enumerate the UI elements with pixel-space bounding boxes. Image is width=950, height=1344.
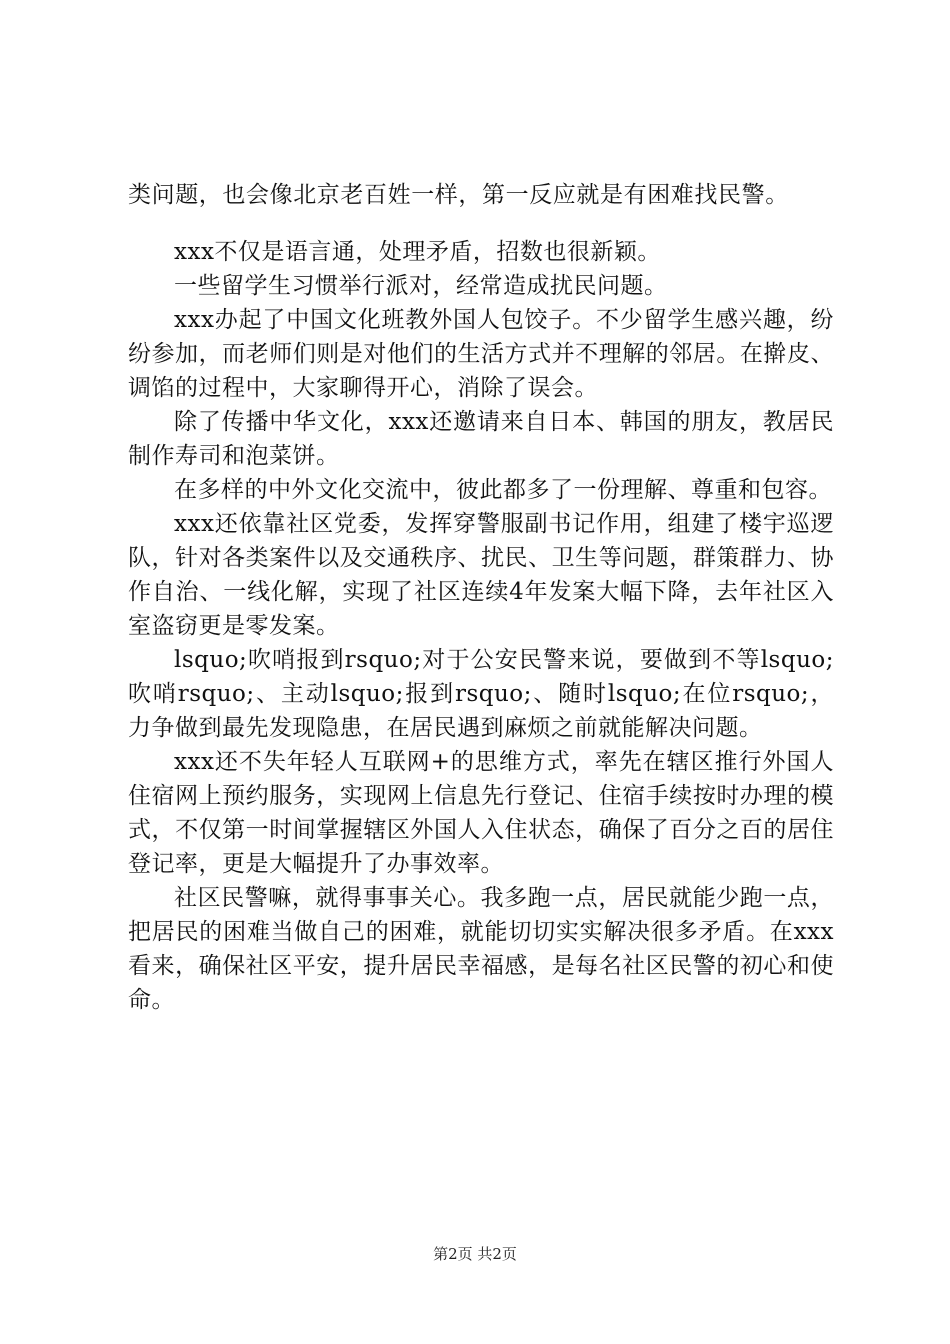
body-text: [128, 235, 834, 1017]
continued-paragraph-line: 类问题，也会像北京老百姓一样，第一反应就是有困难找民警。: [128, 182, 789, 208]
paragraph: lsquo;吹哨报到rsquo;对于公安民警来说，要做到不等lsquo;吹哨rsquo;、主动lsquo;报到rsquo;、随时lsquo;在位rsquo;，力争做到最先发现隐患，在居民遇到麻烦之前就能解决问题。: [128, 647, 834, 741]
paragraph: 社区民警嘛，就得事事关心。我多跑一点，居民就能少跑一点，把居民的困难当做自己的困难，就能切切实实解决很多矛盾。在xxx看来，确保社区平安，提升居民幸福感，是每名社区民警的初心和使命。: [128, 885, 834, 1013]
paragraph: 在多样的中外文化交流中，彼此都多了一份理解、尊重和包容。: [174, 477, 832, 503]
paragraph: xxx不仅是语言通，处理矛盾，招数也很新颖。: [174, 239, 661, 265]
paragraph: 除了传播中华文化，xxx还邀请来自日本、韩国的朋友，教居民制作寿司和泡菜饼。: [128, 409, 834, 469]
paragraph: xxx办起了中国文化班教外国人包饺子。不少留学生感兴趣，纷纷参加，而老师们则是对他们的生活方式并不理解的邻居。在擀皮、调馅的过程中，大家聊得开心，消除了误会。: [128, 307, 834, 401]
paragraph: 一些留学生习惯举行派对，经常造成扰民问题。: [174, 273, 668, 299]
paragraph: xxx还不失年轻人互联网+的思维方式，率先在辖区推行外国人住宿网上预约服务，实现网上信息先行登记、住宿手续按时办理的模式，不仅第一时间掌握辖区外国人入住状态，确保了百分之百的居住登记率，更是大幅提升了办事效率。: [128, 749, 834, 877]
paragraph: xxx还依靠社区党委，发挥穿警服副书记作用，组建了楼宇巡逻队，针对各类案件以及交通秩序、扰民、卫生等问题，群策群力、协作自治、一线化解，实现了社区连续4年发案大幅下降，去年社区入室盗窃更是零发案。: [128, 511, 834, 639]
page-number-footer: 第2页 共2页: [433, 1245, 517, 1263]
